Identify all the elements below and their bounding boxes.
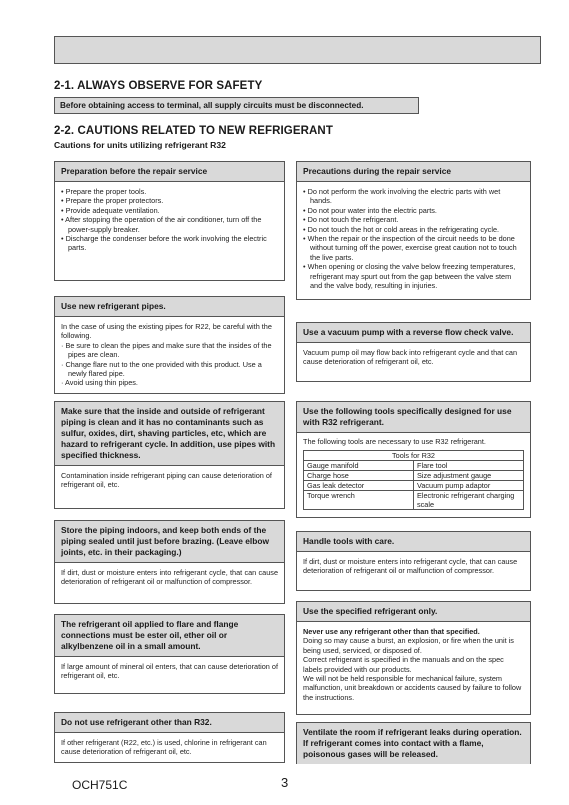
table-cell: Vacuum pump adaptor — [414, 481, 524, 491]
box-store-piping — [54, 520, 285, 604]
table-cell: Electronic refrigerant charging scale — [414, 491, 524, 510]
box-refrigerant-oil-heading: The refrigerant oil applied to flare and flange connections must be ester oil, ether oil or alkylbenzene oil in a small amount. — [55, 615, 284, 657]
box-refrigerant-oil — [54, 614, 285, 694]
box-preparation — [54, 161, 285, 281]
box-handle-tools — [296, 531, 531, 591]
box-vacuum-pump-heading: Use a vacuum pump with a reverse flow check valve. — [297, 323, 530, 343]
tools-table — [303, 450, 524, 510]
specified-warning: Never use any refrigerant other than that specified. — [303, 627, 480, 636]
specified-line: We will not be held responsible for mechanical failure, system malfunction, unit breakdown or accidents caused by failure to follow the instructions. — [303, 674, 522, 702]
box-new-pipes-heading: Use new refrigerant pipes. — [55, 297, 284, 317]
table-row — [304, 471, 524, 481]
pipes-list — [61, 322, 278, 388]
box-store-piping-heading: Store the piping indoors, and keep both ends of the piping sealed until just before brazing. (Leave elbow joints, etc. in their packaging.) — [55, 521, 284, 563]
table-cell: Charge hose — [304, 471, 414, 481]
section-title-refrigerant: 2-2. CAUTIONS RELATED TO NEW REFRIGERANT — [54, 125, 333, 137]
box-specified-refrigerant — [296, 601, 531, 715]
list-item: • Provide adequate ventilation. — [61, 205, 160, 215]
table-cell: Torque wrench — [304, 491, 414, 510]
list-item: • Prepare the proper protectors. — [61, 196, 164, 206]
list-item: · Be sure to clean the pipes and make sure that the insides of the pipes are clean. — [61, 340, 272, 360]
model-number: OCH751C — [72, 778, 128, 792]
list-item: In the case of using the existing pipes for R22, be careful with the following. — [61, 322, 272, 341]
list-item: · Change flare nut to the one provided with this product. Use a newly flared pipe. — [61, 359, 262, 379]
box-r32-tools-heading: Use the following tools specifically designed for use with R32 refrigerant. — [297, 402, 530, 433]
box-handle-tools-body: If dirt, dust or moisture enters into refrigerant cycle, that can cause deterioration of refrigerant oil or malfunction of compressor. — [303, 557, 518, 576]
box-preparation-heading: Preparation before the repair service — [55, 162, 284, 182]
table-row — [304, 481, 524, 491]
table-cell: Gas leak detector — [304, 481, 414, 491]
list-item: • Do not pour water into the electric parts. — [303, 205, 437, 215]
preparation-list — [61, 187, 278, 253]
tools-table-title: Tools for R32 — [304, 451, 524, 461]
tools-intro: The following tools are necessary to use R32 refrigerant. — [303, 437, 486, 446]
box-r32-tools — [296, 401, 531, 518]
box-precautions — [296, 161, 531, 300]
box-refrigerant-oil-body: If large amount of mineral oil enters, that can cause deterioration of refrigerant oil, etc. — [61, 662, 278, 681]
box-clean-piping-heading: Make sure that the inside and outside of refrigerant piping is clean and it has no contaminants such as sulfur, oxides, dirt, shaving particles, etc, which are hazard to refrigerant cycle. In addition, use pipes with specified thickness. — [55, 402, 284, 466]
box-specified-refrigerant-heading: Use the specified refrigerant only. — [297, 602, 530, 622]
list-item: · Avoid using thin pipes. — [61, 378, 138, 388]
list-item: • Prepare the proper tools. — [61, 187, 147, 196]
table-cell: Size adjustment gauge — [414, 471, 524, 481]
list-item: • When opening or closing the valve below freezing temperatures, refrigerant may spurt out from the gap between the valve stem and the valve body, resulting in injuries. — [303, 262, 516, 291]
box-vacuum-pump — [296, 322, 531, 382]
page-number: 3 — [281, 775, 289, 790]
box-new-pipes — [54, 296, 285, 394]
list-item: • Do not touch the hot or cold areas in the refrigerating cycle. — [303, 224, 500, 234]
list-item: • After stopping the operation of the air conditioner, turn off the power-supply breaker. — [61, 215, 262, 234]
box-store-piping-body: If dirt, dust or moisture enters into refrigerant cycle, that can cause deterioration of refrigerant oil or malfunction of compressor. — [61, 568, 278, 587]
box-precautions-heading: Precautions during the repair service — [297, 162, 530, 182]
list-item: • Do not perform the work involving the electric parts with wet hands. — [303, 187, 501, 206]
header-bar — [54, 36, 541, 64]
box-vacuum-pump-body: Vacuum pump oil may flow back into refrigerant cycle and that can cause deterioration of refrigerant oil, etc. — [303, 348, 518, 367]
section-title-safety: 2-1. ALWAYS OBSERVE FOR SAFETY — [54, 80, 263, 92]
box-ventilate — [296, 722, 531, 764]
box-handle-tools-heading: Handle tools with care. — [297, 532, 530, 552]
box-clean-piping-body: Contamination inside refrigerant piping can cause deterioration of refrigerant oil, etc. — [61, 471, 272, 490]
specified-line: Doing so may cause a burst, an explosion, or fire when the unit is being used, serviced, or disposed of. — [303, 636, 514, 655]
table-cell: Flare tool — [414, 461, 524, 471]
specified-line: Correct refrigerant is specified in the manuals and on the spec labels provided with our products. — [303, 655, 504, 674]
box-clean-piping — [54, 401, 285, 509]
precautions-list — [303, 187, 524, 290]
box-other-refrigerant-heading: Do not use refrigerant other than R32. — [55, 713, 284, 733]
section-subtitle: Cautions for units utilizing refrigerant R32 — [54, 140, 226, 150]
table-row — [304, 491, 524, 510]
safety-notice: Before obtaining access to terminal, all supply circuits must be disconnected. — [54, 97, 419, 114]
list-item: • When the repair or the inspection of the circuit needs to be done without turning off the power, exercise great caution not to touch the live parts. — [303, 234, 517, 262]
list-item: • Do not touch the refrigerant. — [303, 215, 399, 225]
table-cell: Gauge manifold — [304, 461, 414, 471]
box-other-refrigerant — [54, 712, 285, 763]
list-item: • Discharge the condenser before the work involving the electric parts. — [61, 234, 267, 253]
box-ventilate-heading: Ventilate the room if refrigerant leaks during operation. If refrigerant comes into contact with a flame, poisonous gases will be released. — [297, 723, 530, 764]
box-other-refrigerant-body: If other refrigerant (R22, etc.) is used, chlorine in refrigerant can cause deterioration of refrigerant oil, etc. — [61, 738, 267, 757]
table-row — [304, 461, 524, 471]
